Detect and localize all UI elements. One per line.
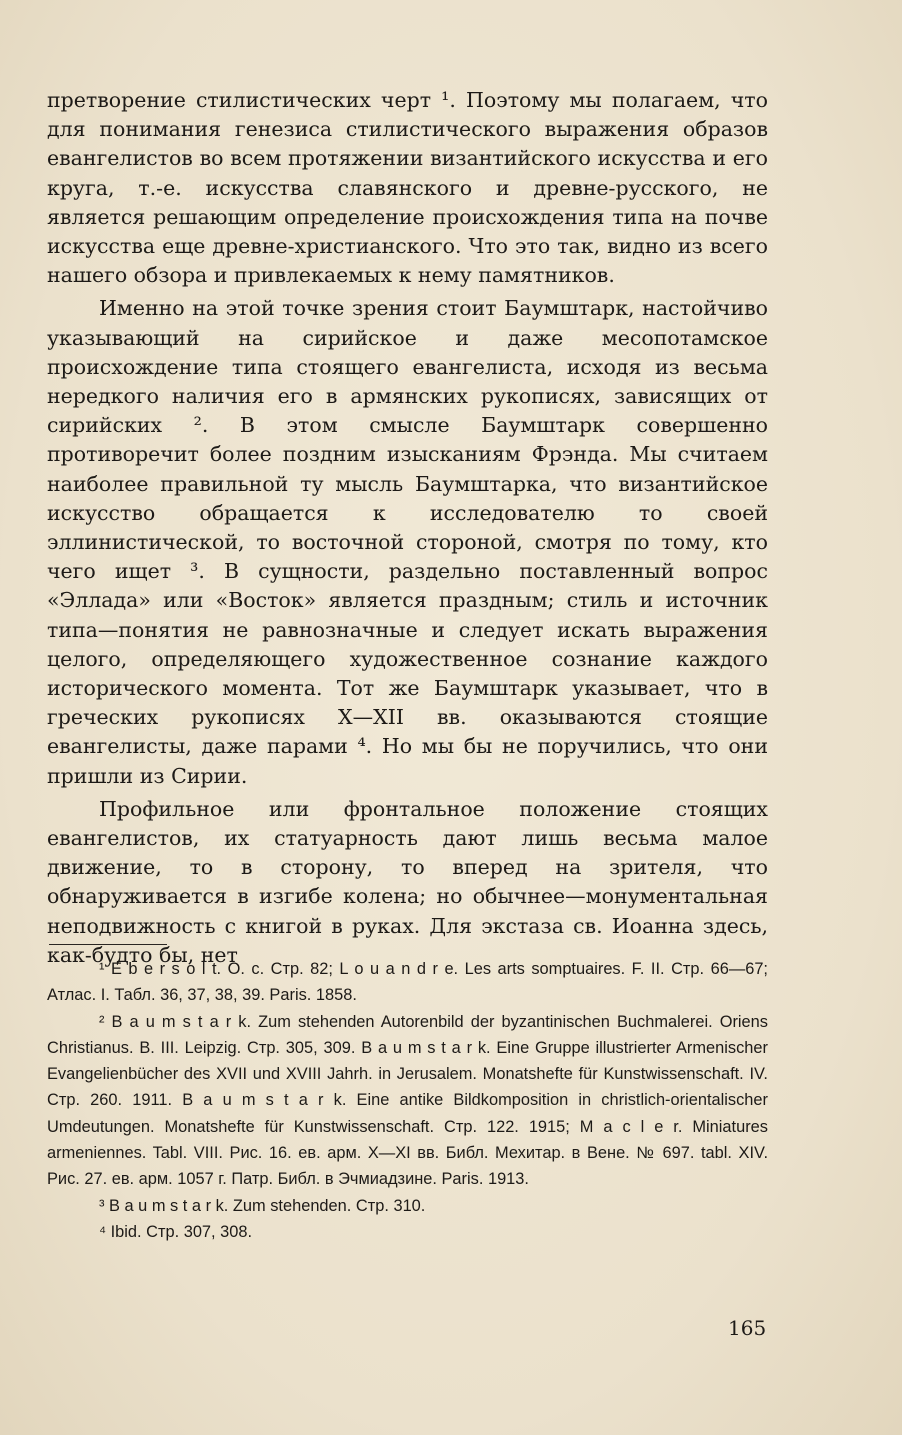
footnote-2: ² B a u m s t a r k. Zum stehenden Autorenbild der byzantinischen Buchmalerei. Oriens Christianus. B. III. Leipzig. Стр. 305, 309. B a u m s t a r k. Eine Gruppe illustrierter Armenischer Evangelienbücher des XVII und XVIII Jahrh. in Jerusalem. Monatshefte für Kunstwissenschaft. IV. Стр. 260. 1911. B a u m s t a r k. Eine antike Bildkomposition in christlich-orientalischer Umdeutungen. Monatshefte für Kunstwissenschaft. Стр. 122. 1915; M a c l e r. Miniatures armeniennes. Tabl. VIII. Рис. 16. ев. арм. X—XI вв. Библ. Мехитар. в Вене. № 697. tabl. XIV. Рис. 27. ев. арм. 1057 г. Патр. Библ. в Эчмиадзине. Paris. 1913. bbox=[47, 1012, 768, 1189]
footnotes bbox=[47, 956, 768, 1245]
paragraph-1: претворение стилистических черт ¹. Поэтому мы полагаем, что для понимания генезиса стилистического выражения образов евангелистов во всем протяжении византийского искусства и его круга, т.-е. искусства славянского и древне-русского, не является решающим определение происхождения типа на почве искусства еще древне-христианского. Что это так, видно из всего нашего обзора и привлекаемых к нему памятников. bbox=[47, 88, 768, 288]
footnote-1: ¹ E b e r s o l t. O. c. Стр. 82; L o u a n d r e. Les arts somptuaires. F. II. Стр. 66—67; Атлас. I. Табл. 36, 37, 38, 39. Paris. 1858. bbox=[47, 960, 768, 1005]
footnote-divider bbox=[49, 944, 167, 945]
footnote-3: ³ B a u m s t a r k. Zum stehenden. Стр. 310. bbox=[99, 1196, 426, 1215]
main-text bbox=[47, 86, 768, 970]
paragraph-2: Именно на этой точке зрения стоит Баумштарк, настойчиво указывающий на сирийское и даже месопотамское происхождение типа стоящего евангелиста, исходя из весьма нередкого наличия его в армянских рукописях, зависящих от сирийских ². В этом смысле Баумштарк совершенно противоречит более поздним изысканиям Фрэнда. Мы считаем наиболее правильной ту мысль Баумштарка, что византийское искусство обращается к исследователю то своей эллинистической, то восточной стороной, смотря по тому, кто чего ищет ³. В сущности, раздельно поставленный вопрос «Эллада» или «Восток» является праздным; стиль и источник типа—понятия не равнозначные и следует искать выражения целого, определяющего художественное сознание каждого исторического момента. Тот же Баумштарк указывает, что в греческих рукописях X—XII вв. оказываются стоящие евангелисты, даже парами ⁴. Но мы бы не поручились, что они пришли из Сирии. bbox=[47, 296, 768, 788]
page-number: 165 bbox=[728, 1316, 767, 1340]
footnote-4: ⁴ Ibid. Стр. 307, 308. bbox=[99, 1222, 253, 1241]
paragraph-3: Профильное или фронтальное положение стоящих евангелистов, их статуарность дают лишь весьма малое движение, то в сторону, то вперед на зрителя, что обнаруживается в изгибе колена; но обычнее—монументальная неподвижность с книгой в руках. Для экстаза св. Иоанна здесь, как-будто бы, нет bbox=[47, 796, 768, 967]
